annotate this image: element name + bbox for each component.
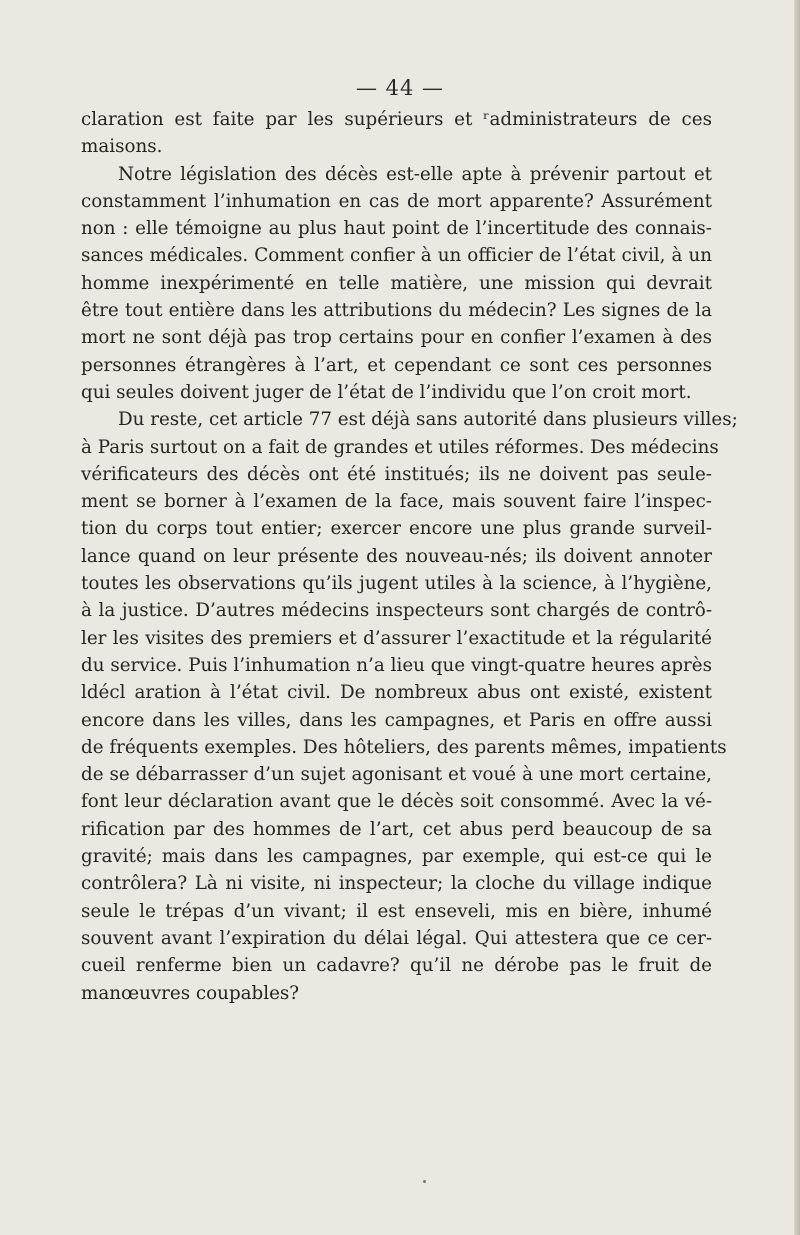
text-line: qui seules doivent juger de l’état de l’individu que l’on croit mort. <box>81 381 692 403</box>
text-line: à Paris surtout on a fait de grandes et utiles réformes. Des médecins <box>81 436 719 458</box>
text-line: Notre législation des décès est-elle apte à prévenir partout et <box>118 163 712 185</box>
text-line: de fréquents exemples. Des hôteliers, des parents mêmes, impatients <box>81 736 727 758</box>
text-line: ldécl aration à l’état civil. De nombreux abus ont existé, existent <box>81 682 712 704</box>
text-line: encore dans les villes, dans les campagnes, et Paris en offre aussi <box>81 709 712 731</box>
text-line: mort ne sont déjà pas trop certains pour en confier l’examen à des <box>81 327 712 349</box>
text-line: souvent avant l’expiration du délai légal. Qui attestera que ce cer- <box>81 927 712 949</box>
text-line: sances médicales. Comment confier à un officier de l’état civil, à un <box>81 245 712 267</box>
text-line: cueil renferme bien un cadavre? qu’il ne dérobe pas le fruit de <box>81 955 712 977</box>
text-line: claration est faite par les supérieurs et ʳadministrateurs de ces <box>81 109 712 130</box>
text-line: tion du corps tout entier; exercer encore une plus grande surveil- <box>81 518 712 540</box>
text-line: être tout entière dans les attributions du médecin? Les signes de la <box>81 300 712 322</box>
text-line: maisons. <box>81 136 163 158</box>
text-line: constamment l’inhumation en cas de mort apparente? Assurément <box>81 190 712 212</box>
text-line: lance quand on leur présente des nouveau-nés; ils doivent annoter <box>81 545 712 567</box>
text-line: rification par des hommes de l’art, cet abus perd beaucoup de sa <box>81 818 712 840</box>
text-line: vérificateurs des décès ont été institués; ils ne doivent pas seule- <box>81 463 712 485</box>
text-line: du service. Puis l’inhumation n’a lieu que vingt-quatre heures après <box>81 654 712 676</box>
text-line: à la justice. D’autres médecins inspecteurs sont chargés de contrô- <box>81 600 712 622</box>
page-number: — 44 — <box>355 76 445 100</box>
paper-speck <box>423 1180 426 1183</box>
text-line: ment se borner à l’examen de la face, mais souvent faire l’inspec- <box>81 491 712 513</box>
text-line: Du reste, cet article 77 est déjà sans autorité dans plusieurs villes; <box>118 409 738 431</box>
text-line: ler les visites des premiers et d’assurer l’exactitude et la régularité <box>81 627 712 649</box>
page-edge-shadow <box>794 0 800 1235</box>
text-line: gravité; mais dans les campagnes, par exemple, qui est-ce qui le <box>81 846 712 868</box>
text-line: de se débarrasser d’un sujet agonisant et voué à une mort certaine, <box>81 764 712 786</box>
text-line: seule le trépas d’un vivant; il est enseveli, mis en bière, inhumé <box>81 900 712 922</box>
text-line: toutes les observations qu’ils jugent utiles à la science, à l’hygiène, <box>81 573 712 595</box>
text-line: homme inexpérimenté en telle matière, une mission qui devrait <box>81 272 712 294</box>
text-line: personnes étrangères à l’art, et cependant ce sont ces personnes <box>81 354 712 376</box>
text-line: font leur déclaration avant que le décès soit consommé. Avec la vé- <box>81 791 712 813</box>
body-text <box>81 106 738 1007</box>
text-line: contrôlera? Là ni visite, ni inspecteur; la cloche du village indique <box>81 873 712 895</box>
text-line: manœuvres coupables? <box>81 982 300 1004</box>
text-line: non : elle témoigne au plus haut point de l’incertitude des connais- <box>81 218 712 240</box>
